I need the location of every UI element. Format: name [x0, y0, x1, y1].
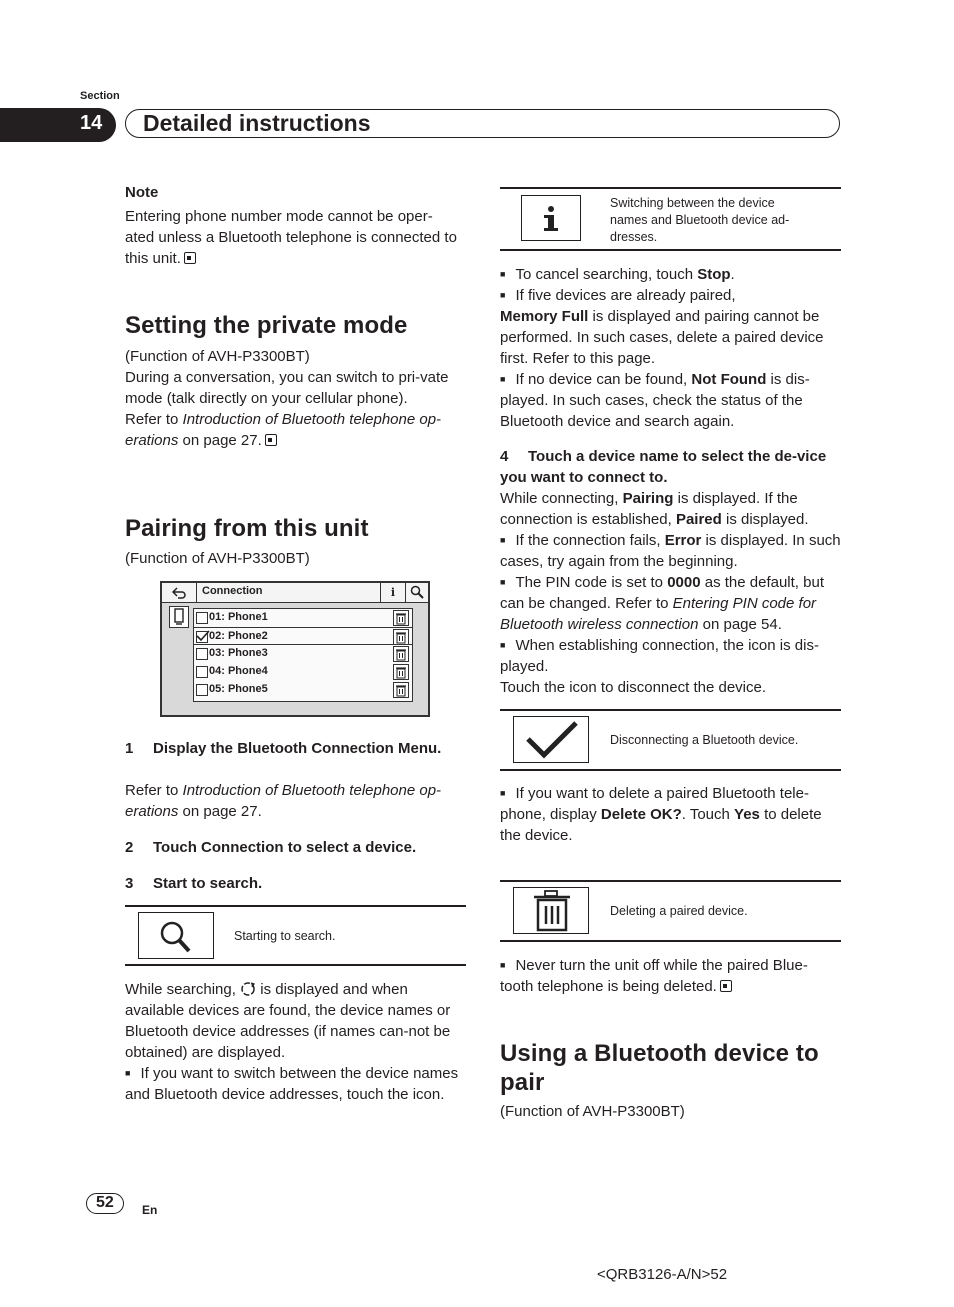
- intro-link[interactable]: Introduction of Bluetooth telephone op-erations: [125, 411, 442, 449]
- trash-icon[interactable]: [393, 629, 409, 645]
- disconnect-icon-desc: Disconnecting a Bluetooth device.: [610, 733, 799, 747]
- connection-screen-title: Connection: [202, 585, 263, 597]
- section-number: 14: [80, 112, 103, 134]
- step-3: 3 Start to search.: [125, 875, 263, 892]
- private-mode-body: (Function of AVH-P3300BT) During a conversation, you can switch to pri-vate mode (talk directly on your cellular phone). Refer to Introduction of Bluetooth telephone op-erations on page 27.: [125, 348, 449, 449]
- trash-icon[interactable]: [393, 646, 409, 662]
- trash-icon[interactable]: [393, 664, 409, 680]
- search-icon: [138, 912, 214, 959]
- search-notes: ■ To cancel searching, touch Stop. ■ If five devices are already paired, Memory Full is displayed and pairing cannot be performed. In such cases, delete a paired device first. Refer to this page. ■ If no device can be found, Not Found is dis-played. In such cases, check the status of the Bluetooth device and search again.: [500, 264, 841, 432]
- using-function: (Function of AVH-P3300BT): [500, 1103, 685, 1120]
- document-code: <QRB3126-A/N>52: [597, 1266, 728, 1283]
- intro-link[interactable]: Introduction of Bluetooth telephone op-erations: [125, 782, 442, 820]
- trash-icon[interactable]: [393, 682, 409, 698]
- device-checkbox[interactable]: [196, 612, 208, 624]
- info-icon-desc: Switching between the device names and Bluetooth device ad-dresses.: [610, 196, 790, 244]
- device-checkbox[interactable]: [196, 648, 208, 660]
- back-arrow-icon[interactable]: [162, 583, 197, 602]
- trash-icon[interactable]: [393, 610, 409, 626]
- device-checkbox[interactable]: [196, 631, 208, 643]
- using-device-heading: Using a Bluetooth device to pair: [500, 1040, 819, 1096]
- step-1: 1 Display the Bluetooth Connection Menu.: [125, 740, 442, 757]
- device-name: 05: Phone5: [209, 683, 268, 695]
- device-row[interactable]: [194, 627, 412, 645]
- checkmark-icon: [513, 716, 589, 763]
- searching-icon: [240, 981, 256, 997]
- end-mark-icon: [720, 980, 732, 992]
- section-label: Section: [80, 90, 120, 102]
- device-name: 01: Phone1: [209, 611, 268, 623]
- connecting-notes: While connecting, Pairing is displayed. If the connection is established, Paired is displayed. ■ If the connection fails, Error is displayed. In such cases, try again from the beginning. ■ The PIN code is set to 0000 as the default, but can be changed. Refer to Entering PIN code for Bluetooth wireless connection on page 54. ■ When establishing connection, the icon is dis-played. Touch the icon to disconnect the device.: [500, 488, 841, 698]
- end-mark-icon: [265, 434, 277, 446]
- connection-screen: [160, 581, 430, 717]
- step-4: 4 Touch a device name to select the de-vice you want to connect to.: [500, 448, 827, 486]
- device-checkbox[interactable]: [196, 684, 208, 696]
- step-2: 2 Touch Connection to select a device.: [125, 839, 417, 856]
- device-row[interactable]: [194, 681, 412, 699]
- note-title: Note: [125, 184, 159, 201]
- device-row[interactable]: [194, 609, 412, 627]
- device-name: 03: Phone3: [209, 647, 268, 659]
- disconnect-icon-row: [500, 709, 841, 771]
- device-list: [193, 608, 413, 702]
- pin-link[interactable]: Entering PIN code for Bluetooth wireless connection: [500, 595, 817, 633]
- device-name: 04: Phone4: [209, 665, 268, 677]
- search-icon-row: [125, 905, 466, 966]
- search-icon[interactable]: [406, 583, 428, 602]
- delete-icon-row: [500, 880, 841, 942]
- end-mark-icon: [184, 252, 196, 264]
- delete-note: ■ If you want to delete a paired Bluetooth tele-phone, display Delete OK?. Touch Yes to delete the device.: [500, 783, 841, 846]
- device-checkbox[interactable]: [196, 666, 208, 678]
- info-icon[interactable]: i: [380, 583, 406, 602]
- while-searching-text: While searching, is displayed and when available devices are found, the device names or Bluetooth device addresses (if names can-not be obtained) are displayed. ■ If you want to switch between the device names and Bluetooth device addresses, touch the icon.: [125, 979, 463, 1105]
- page-number: 52: [96, 1194, 114, 1211]
- pairing-heading: Pairing from this unit: [125, 515, 369, 542]
- info-icon: [521, 195, 581, 241]
- info-icon-row: [500, 187, 841, 251]
- step-1-refer: Refer to Introduction of Bluetooth telephone op-erations on page 27.: [125, 782, 442, 820]
- device-name: 02: Phone2: [209, 630, 268, 642]
- section-title: Detailed instructions: [143, 110, 371, 136]
- search-icon-desc: Starting to search.: [234, 929, 336, 943]
- pairing-function: (Function of AVH-P3300BT): [125, 550, 310, 567]
- phone-icon[interactable]: [169, 606, 189, 628]
- trash-icon: [513, 887, 589, 934]
- never-note: ■ Never turn the unit off while the paired Blue-tooth telephone is being deleted.: [500, 955, 841, 997]
- device-row[interactable]: [194, 645, 412, 663]
- device-row[interactable]: [194, 663, 412, 681]
- language-label: En: [142, 1203, 158, 1217]
- note-text: Entering phone number mode cannot be oper-ated unless a Bluetooth telephone is connected to this unit.: [125, 208, 457, 267]
- delete-icon-desc: Deleting a paired device.: [610, 904, 748, 918]
- private-mode-heading: Setting the private mode: [125, 312, 408, 339]
